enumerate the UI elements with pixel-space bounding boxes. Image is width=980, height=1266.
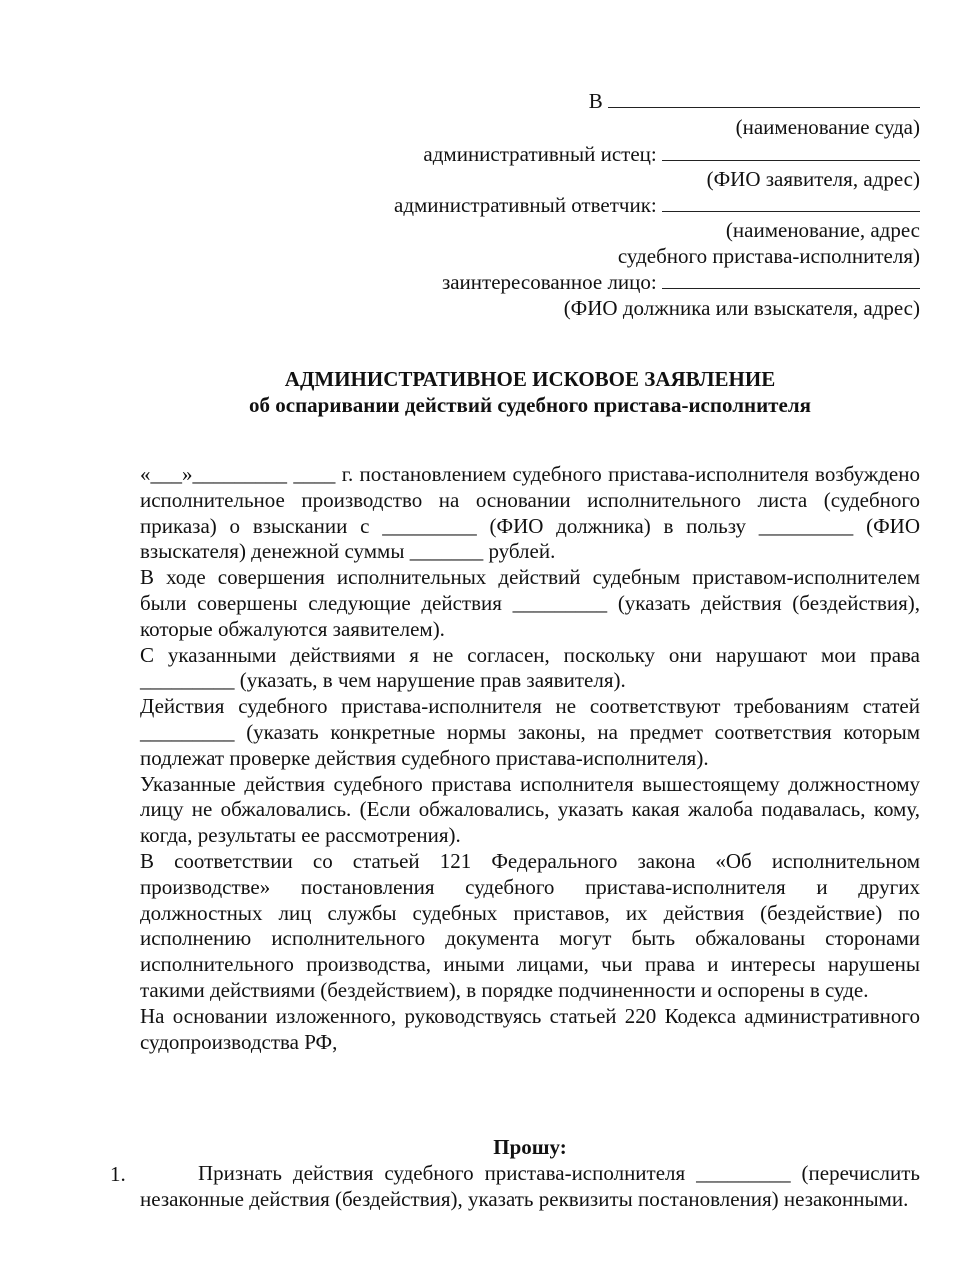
paragraph-1: «___»_________ ____ г. постановлением судебного пристава-исполнителя возбуждено исполнительное производство на основании исполнительного листа (судебного приказа) о взыскании с _________ (ФИО должника) в пользу _________ (ФИО взыскателя) денежной суммы _______ рублей.: [140, 462, 920, 564]
document-subtitle: об оспаривании действий судебного пристава-исполнителя: [249, 393, 811, 417]
paragraph-2: В ходе совершения исполнительных действий судебным приставом-исполнителем были совершены следующие действия _________ (указать действия (бездействия), которые обжалуются заявителем).: [140, 565, 920, 641]
interested-line: [442, 269, 920, 295]
defendant-note-1: (наименование, адрес: [725, 218, 920, 242]
defendant-label: административный ответчик:: [394, 193, 657, 217]
request-item-text: Признать действия судебного пристава-исполнителя _________ (перечислить незаконные действия (бездействия), указать реквизиты постановления) незаконными.: [140, 1161, 920, 1211]
interested-blank: [662, 270, 920, 289]
plaintiff-line: [423, 141, 920, 167]
court-line: [589, 88, 920, 114]
plaintiff-blank: [662, 142, 920, 161]
document-title: АДМИНИСТРАТИВНОЕ ИСКОВОЕ ЗАЯВЛЕНИЕ: [284, 367, 776, 391]
paragraph-3: С указанными действиями я не согласен, поскольку они нарушают мои права _________ (указать, в чем нарушение прав заявителя).: [140, 642, 920, 693]
paragraph-5: Указанные действия судебного пристава исполнителя вышестоящему должностному лицу не обжаловались. (Если обжаловались, указать какая жалоба подавалась, кому, когда, результаты ее рассмотрения).: [140, 771, 920, 848]
plaintiff-note: (ФИО заявителя, адрес): [706, 167, 920, 191]
request-heading: Прошу:: [493, 1135, 567, 1159]
document-body: [140, 462, 920, 1055]
defendant-note-2: судебного пристава-исполнителя): [617, 244, 920, 268]
paragraph-7: На основании изложенного, руководствуясь статьей 220 Кодекса административного судопроизводства РФ,: [140, 1003, 920, 1054]
plaintiff-label: административный истец:: [423, 142, 657, 166]
court-note: (наименование суда): [735, 115, 920, 139]
court-prefix: В: [588, 89, 603, 113]
paragraph-6: В соответствии со статьей 121 Федерального закона «Об исполнительном производстве» постановления судебного пристава-исполнителя и других должностных лиц службы судебных приставов, их действия (бездействие) по исполнению исполнительного документа могут быть обжалованы сторонами исполнительного производства, иными лицами, чьи права и интересы нарушены такими действиями (бездействием), в порядке подчиненности и оспорены в суде.: [140, 848, 920, 1002]
defendant-line: [394, 192, 920, 218]
interested-note: (ФИО должника или взыскателя, адрес): [563, 296, 920, 320]
interested-label: заинтересованное лицо:: [441, 270, 657, 294]
defendant-blank: [662, 193, 920, 212]
request-item-number: 1.: [110, 1162, 126, 1186]
court-blank: [608, 89, 920, 108]
paragraph-4: Действия судебного пристава-исполнителя не соответствуют требованиям статей _________ (указать конкретные нормы законы, на предмет соответствия которым подлежат проверке действия судебного пристава-исполнителя).: [140, 694, 920, 770]
